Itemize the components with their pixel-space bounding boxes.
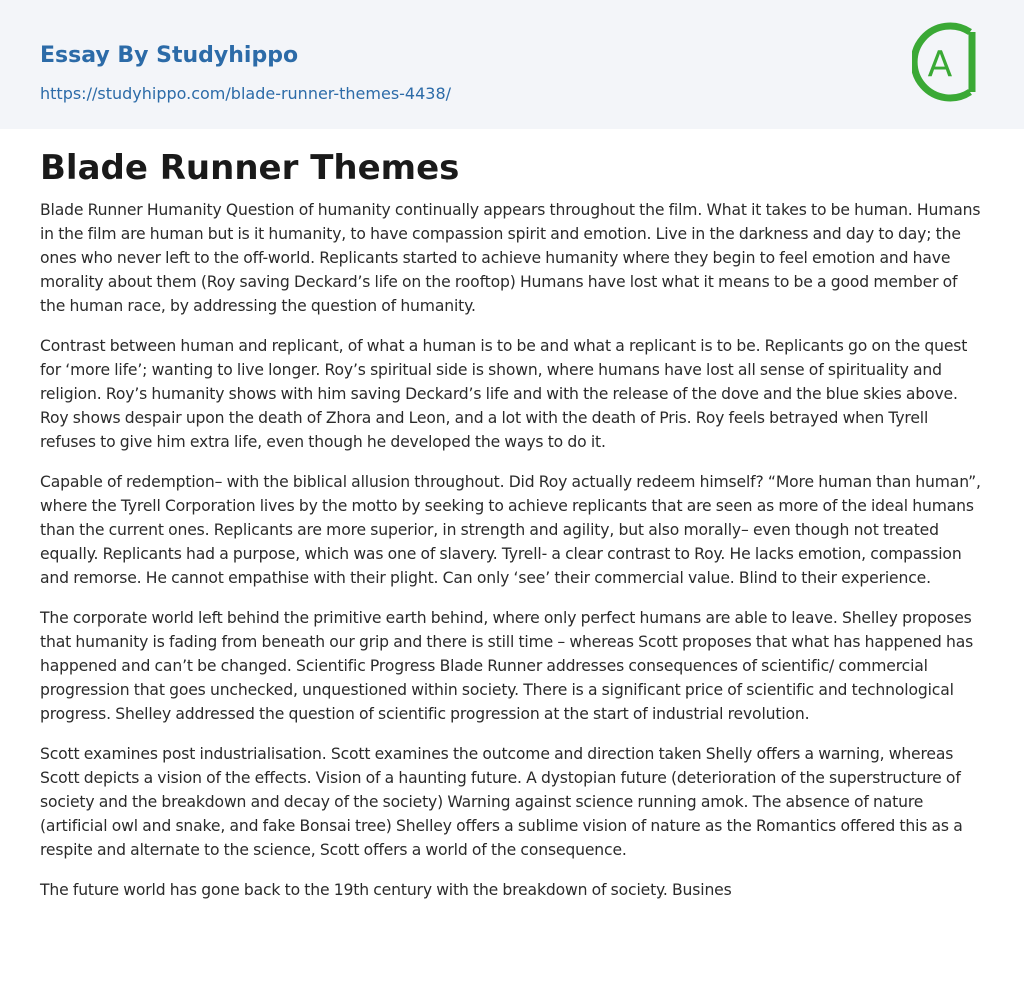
paragraph-6: The future world has gone back to the 19th century with the breakdown of society. Busines xyxy=(40,881,732,899)
paragraph-5: Scott examines post industrialisation. Scott examines the outcome and direction taken Shelly offers a warning, whereas Scott depicts a vision of the effects. Vision of a haunting future. A dystopian future (deterioration of the superstructure of society and the breakdown and decay of the society) Warning against science running amok. The absence of nature (artificial owl and snake, and fake Bonsai tree) Shelley offers a sublime vision of nature as the Romantics offered this as a respite and alternate to the science, Scott offers a world of the consequence. xyxy=(40,745,963,859)
article-title: Blade Runner Themes xyxy=(40,148,460,188)
studyhippo-logo-icon[interactable] xyxy=(912,18,988,106)
paragraph-3: Capable of redemption– with the biblical allusion throughout. Did Roy actually redeem himself? “More human than human”, where the Tyrell Corporation lives by the motto by seeking to achieve replicants that are seen as more of the ideal humans than the current ones. Replicants are more superior, in strength and agility, but also morally– even though not treated equally. Replicants had a purpose, which was one of slavery. Tyrell- a clear contrast to Roy. He lacks emotion, compassion and remorse. He cannot empathise with their plight. Can only ‘see’ their commercial value. Blind to their experience. xyxy=(40,473,981,587)
paragraph-1: Blade Runner Humanity Question of humanity continually appears throughout the film. What it takes to be human. Humans in the film are human but is it humanity, to have compassion spirit and emotion. Live in the darkness and day to day; the ones who never left to the off-world. Replicants started to achieve humanity where they begin to feel emotion and have morality about them (Roy saving Deckard’s life on the rooftop) Humans have lost what it means to be a good member of the human race, by addressing the question of humanity. xyxy=(40,201,981,315)
paragraph-4: The corporate world left behind the primitive earth behind, where only perfect humans are able to leave. Shelley proposes that humanity is fading from beneath our grip and there is still time – whereas Scott proposes that what has happened has happened and can’t be changed. Scientific Progress Blade Runner addresses consequences of scientific/ commercial progression that goes unchecked, unquestioned within society. There is a significant price of scientific and technological progress. Shelley addressed the question of scientific progression at the start of industrial revolution. xyxy=(40,609,974,723)
page-header xyxy=(0,0,1024,129)
paragraph-2: Contrast between human and replicant, of what a human is to be and what a replicant is to be. Replicants go on the quest for ‘more life’; wanting to live longer. Roy’s spiritual side is shown, where humans have lost all sense of spirituality and religion. Roy’s humanity shows with him saving Deckard’s life and with the release of the dove and the blue skies above. Roy shows despair upon the death of Zhora and Leon, and a lot with the death of Pris. Roy feels betrayed when Tyrell refuses to give him extra life, even though he developed the ways to do it. xyxy=(40,337,968,451)
logo-letter: A xyxy=(927,44,953,85)
article xyxy=(40,144,985,918)
site-title[interactable]: Essay By Studyhippo xyxy=(40,43,299,68)
essay-url-link[interactable]: https://studyhippo.com/blade-runner-themes-4438/ xyxy=(40,84,452,103)
